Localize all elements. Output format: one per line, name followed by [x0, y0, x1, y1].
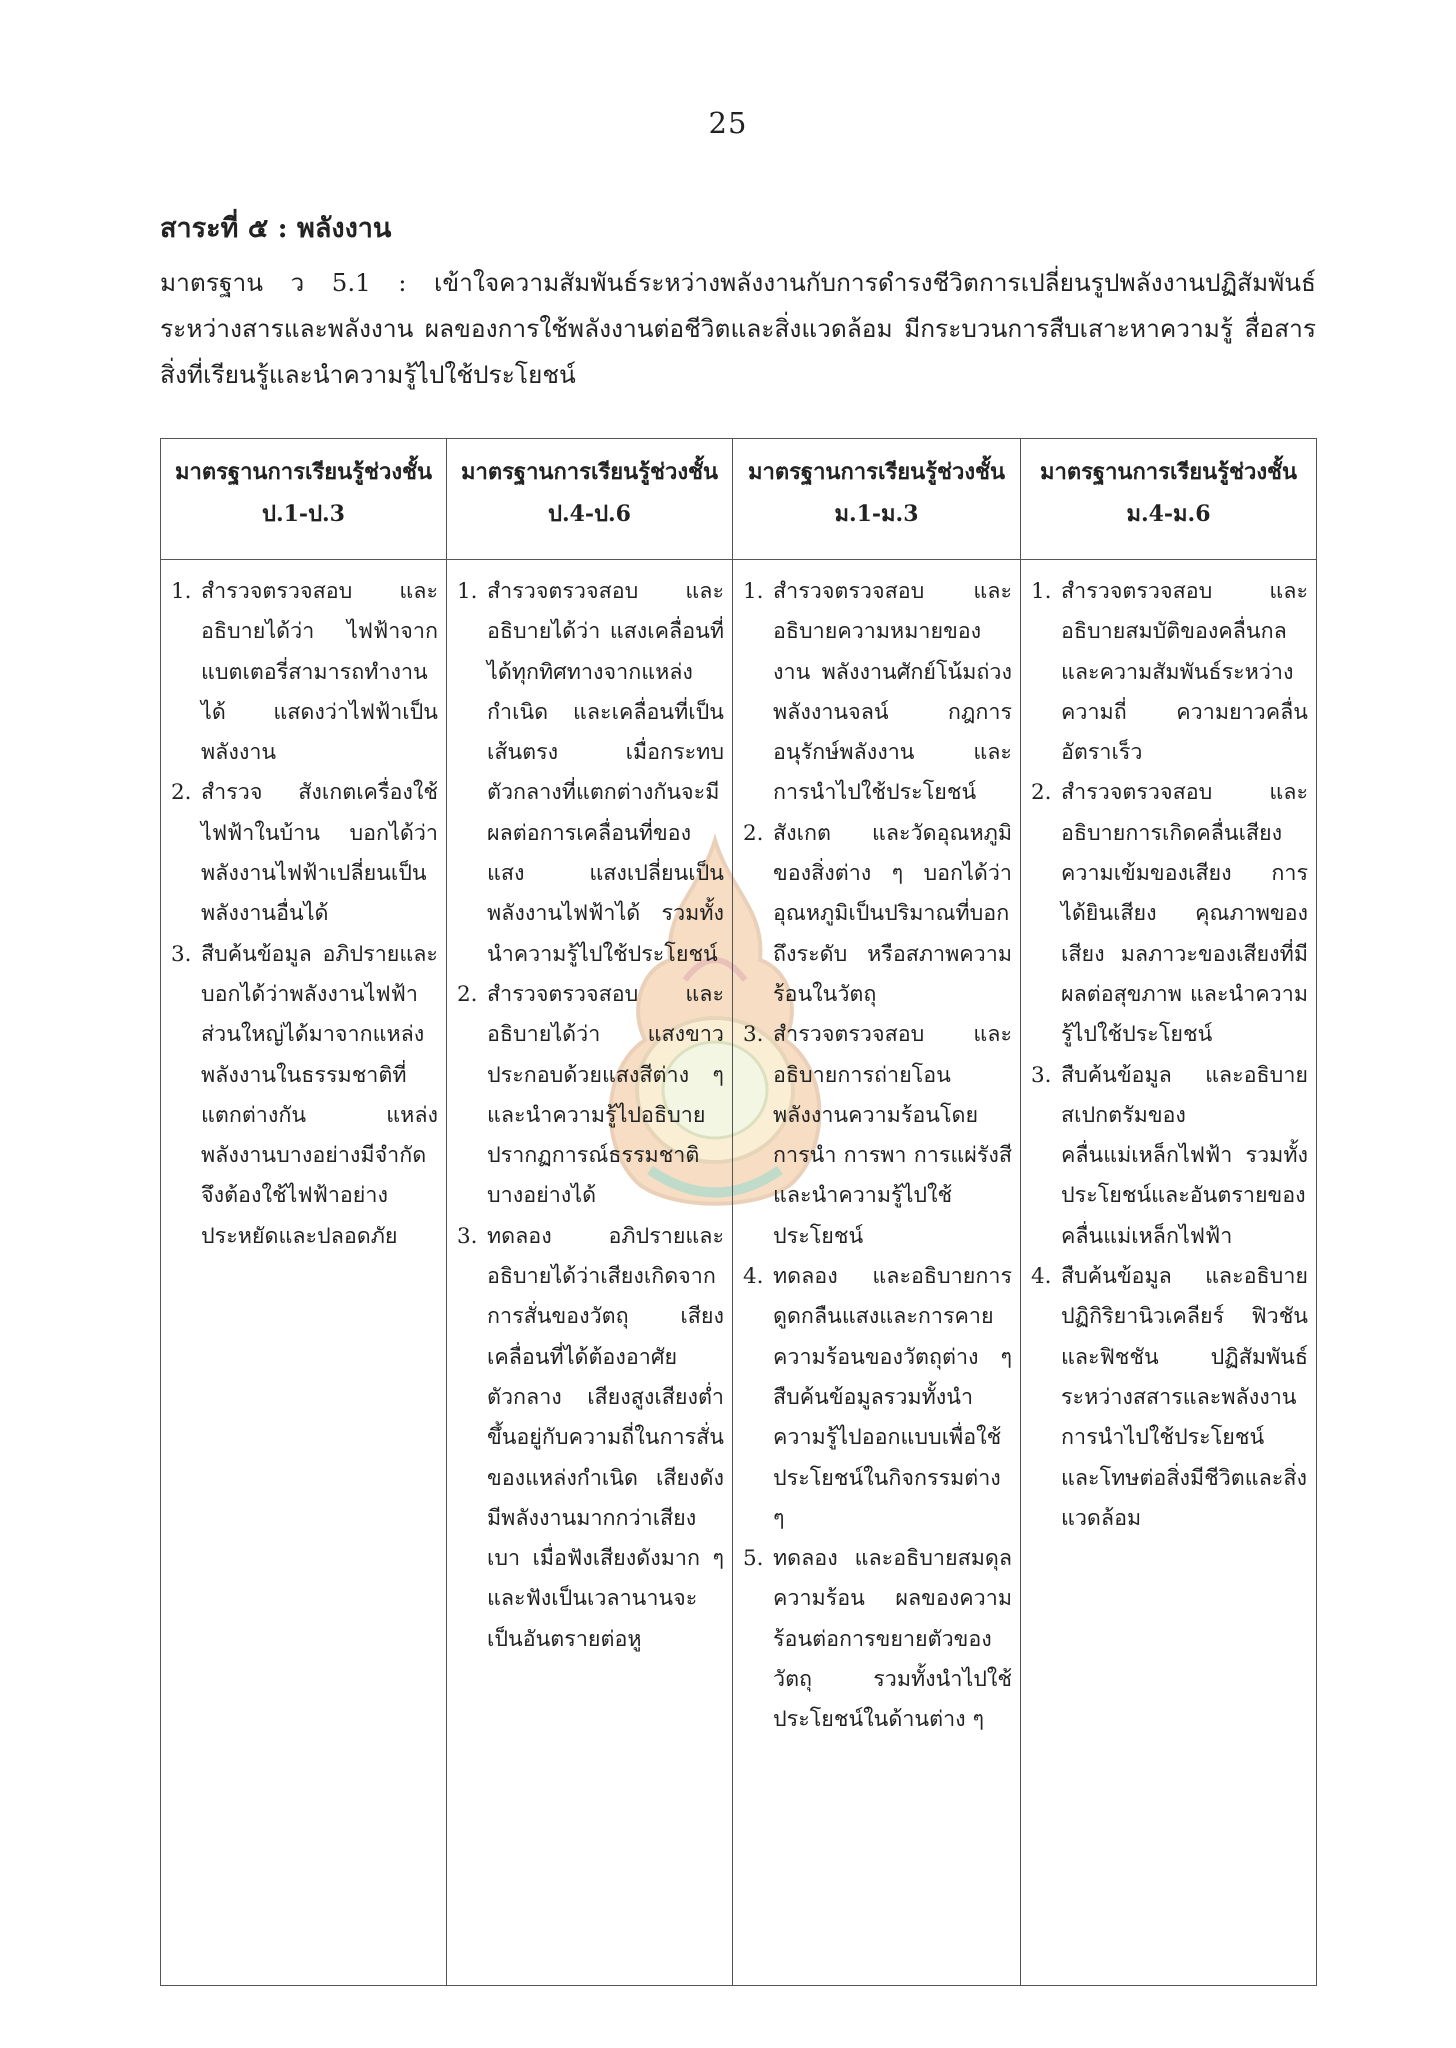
- column-p4-p6-cell: [447, 560, 733, 1986]
- item-number: 1.: [743, 579, 764, 604]
- item-number: 2.: [1031, 780, 1052, 806]
- objective-list: [739, 572, 1012, 1741]
- column-m1-m3-cell: [733, 560, 1021, 1986]
- item-number: 3.: [457, 1223, 478, 1249]
- item-text: สืบค้นข้อมูล อภิปรายและบอกได้ว่าพลังงานไฟฟ้าส่วนใหญ่ได้มาจากแหล่งพลังงานในธรรมชาติที่แตกต่างกัน แหล่งพลังงานบางอย่างมีจำกัด จึงต้องใช้ไฟฟ้าอย่างประหยัดและปลอดภัย: [201, 941, 438, 1249]
- item-number: 4.: [1031, 1264, 1052, 1290]
- item-number: 2.: [743, 820, 764, 846]
- item-text: สำรวจตรวจสอบ และอธิบายการถ่ายโอนพลังงานความร้อนโดยการนำ การพา การแผ่รังสี และนำความรู้ไปใช้ประโยชน์: [773, 1022, 1012, 1249]
- item-number: 1.: [457, 579, 478, 604]
- list-item: [739, 1539, 1012, 1740]
- list-item: [1027, 1056, 1308, 1257]
- item-text: สำรวจตรวจสอบ และอธิบายการเกิดคลื่นเสียงความเข้มของเสียง การได้ยินเสียง คุณภาพของเสียง มลภาวะของเสียงที่มีผลต่อสุขภาพ และนำความรู้ไปใช้ประโยชน์: [1061, 780, 1308, 1048]
- item-number: 3.: [743, 1022, 764, 1048]
- column-header-line1: มาตรฐานการเรียนรู้ช่วงชั้น: [174, 459, 433, 485]
- item-number: 2.: [171, 780, 192, 806]
- item-text: สำรวจ สังเกตเครื่องใช้ไฟฟ้าในบ้าน บอกได้ว่าพลังงานไฟฟ้าเปลี่ยนเป็นพลังงานอื่นได้: [201, 780, 438, 927]
- list-item: [1027, 572, 1308, 773]
- item-text: สังเกต และวัดอุณหภูมิของสิ่งต่าง ๆ บอกได้ว่าอุณหภูมิเป็นปริมาณที่บอกถึงระดับ หรือสภาพความร้อนในวัตถุ: [773, 820, 1012, 1007]
- objective-list: [453, 572, 724, 1660]
- item-number: 4.: [743, 1264, 764, 1290]
- list-item: [453, 1217, 724, 1660]
- list-item: [1027, 773, 1308, 1055]
- column-header-line1: มาตรฐานการเรียนรู้ช่วงชั้น: [747, 459, 1006, 485]
- column-header-line2: ม.1-ม.3: [834, 501, 919, 527]
- objective-list: [1027, 572, 1308, 1539]
- column-header-line2: ป.1-ป.3: [262, 501, 345, 527]
- column-header-p1-p3: [161, 439, 447, 560]
- column-header-p4-p6: [447, 439, 733, 560]
- learning-standards-table: [160, 438, 1317, 1986]
- item-text: สืบค้นข้อมูล และอธิบายปฏิกิริยานิวเคลียร์ ฟิวชันและฟิชชัน ปฏิสัมพันธ์ระหว่างสสารและพลังงาน การนำไปใช้ประโยชน์ และโทษต่อสิ่งมีชีวิตและสิ่งแวดล้อม: [1061, 1264, 1308, 1531]
- item-number: 2.: [457, 981, 478, 1007]
- page-number: 25: [708, 106, 748, 140]
- table-body-row: [161, 560, 1317, 1986]
- column-header-m4-m6: [1021, 439, 1317, 560]
- item-text: สำรวจตรวจสอบ และอธิบายได้ว่า ไฟฟ้าจากแบตเตอรี่สามารถทำงานได้ แสดงว่าไฟฟ้าเป็นพลังงาน: [201, 579, 438, 766]
- item-text: ทดลอง และอธิบายการดูดกลืนแสงและการคายความร้อนของวัตถุต่าง ๆ สืบค้นข้อมูลรวมทั้งนำความรู้ไปออกแบบเพื่อใช้ประโยชน์ในกิจกรรมต่าง ๆ: [773, 1264, 1012, 1531]
- list-item: [739, 814, 1012, 1015]
- column-header-m1-m3: [733, 439, 1021, 560]
- objective-list: [167, 572, 438, 1257]
- column-m4-m6-cell: [1021, 560, 1317, 1986]
- column-header-line1: มาตรฐานการเรียนรู้ช่วงชั้น: [460, 459, 719, 485]
- item-text: ทดลอง และอธิบายสมดุลความร้อน ผลของความร้อนต่อการขยายตัวของวัตถุ รวมทั้งนำไปใช้ประโยชน์ในด้านต่าง ๆ: [773, 1546, 1012, 1733]
- list-item: [453, 975, 724, 1217]
- item-number: 1.: [1031, 579, 1052, 604]
- standard-statement: มาตรฐาน ว 5.1 : เข้าใจความสัมพันธ์ระหว่างพลังงานกับการดำรงชีวิตการเปลี่ยนรูปพลังงานปฏิสัมพันธ์ระหว่างสารและพลังงาน ผลของการใช้พลังงานต่อชีวิตและสิ่งแวดล้อม มีกระบวนการสืบเสาะหาความรู้ สื่อสารสิ่งที่เรียนรู้และนำความรู้ไปใช้ประโยชน์: [160, 268, 1316, 389]
- list-item: [739, 572, 1012, 814]
- section-heading: สาระที่ ๕ : พลังงาน: [160, 213, 392, 244]
- item-number: 1.: [171, 579, 192, 604]
- item-text: ทดลอง อภิปรายและอธิบายได้ว่าเสียงเกิดจากการสั่นของวัตถุ เสียงเคลื่อนที่ได้ต้องอาศัยตัวกลาง เสียงสูงเสียงต่ำขึ้นอยู่กับความถี่ในการสั่นของแหล่งกำเนิด เสียงดังมีพลังงานมากกว่าเสียงเบา เมื่อฟังเสียงดังมาก ๆ และฟังเป็นเวลานานจะเป็นอันตรายต่อหู: [487, 1223, 724, 1652]
- item-text: สำรวจตรวจสอบ และอธิบายได้ว่า แสงขาวประกอบด้วยแสงสีต่าง ๆ และนำความรู้ไปอธิบายปรากฏการณ์ธรรมชาติบางอย่างได้: [487, 981, 724, 1209]
- column-p1-p3-cell: [161, 560, 447, 1986]
- list-item: [739, 1257, 1012, 1539]
- column-header-line1: มาตรฐานการเรียนรู้ช่วงชั้น: [1039, 459, 1298, 485]
- item-number: 3.: [1031, 1062, 1052, 1088]
- item-text: สำรวจตรวจสอบ และอธิบายความหมายของงาน พลังงานศักย์โน้มถ่วง พลังงานจลน์ กฎการอนุรักษ์พลังงาน และการนำไปใช้ประโยชน์: [773, 579, 1012, 806]
- item-text: สำรวจตรวจสอบ และอธิบายสมบัติของคลื่นกลและความสัมพันธ์ระหว่างความถี่ ความยาวคลื่นอัตราเร็ว: [1061, 579, 1308, 766]
- list-item: [739, 1015, 1012, 1257]
- item-text: สำรวจตรวจสอบ และอธิบายได้ว่า แสงเคลื่อนที่ได้ทุกทิศทางจากแหล่งกำเนิด และเคลื่อนที่เป็นเส้นตรง เมื่อกระทบตัวกลางที่แตกต่างกันจะมีผลต่อการเคลื่อนที่ของแสง แสงเปลี่ยนเป็นพลังงานไฟฟ้าได้ รวมทั้งนำความรู้ไปใช้ประโยชน์: [487, 579, 724, 967]
- list-item: [453, 572, 724, 975]
- item-number: 5.: [743, 1546, 764, 1572]
- column-header-line2: ม.4-ม.6: [1126, 501, 1211, 527]
- list-item: [167, 773, 438, 934]
- item-text: สืบค้นข้อมูล และอธิบายสเปกตรัมของคลื่นแม่เหล็กไฟฟ้า รวมทั้งประโยชน์และอันตรายของคลื่นแม่เหล็กไฟฟ้า: [1061, 1062, 1308, 1249]
- column-header-line2: ป.4-ป.6: [548, 501, 631, 527]
- table-header-row: [161, 439, 1317, 560]
- list-item: [167, 572, 438, 773]
- list-item: [167, 935, 438, 1257]
- list-item: [1027, 1257, 1308, 1539]
- item-number: 3.: [171, 941, 192, 967]
